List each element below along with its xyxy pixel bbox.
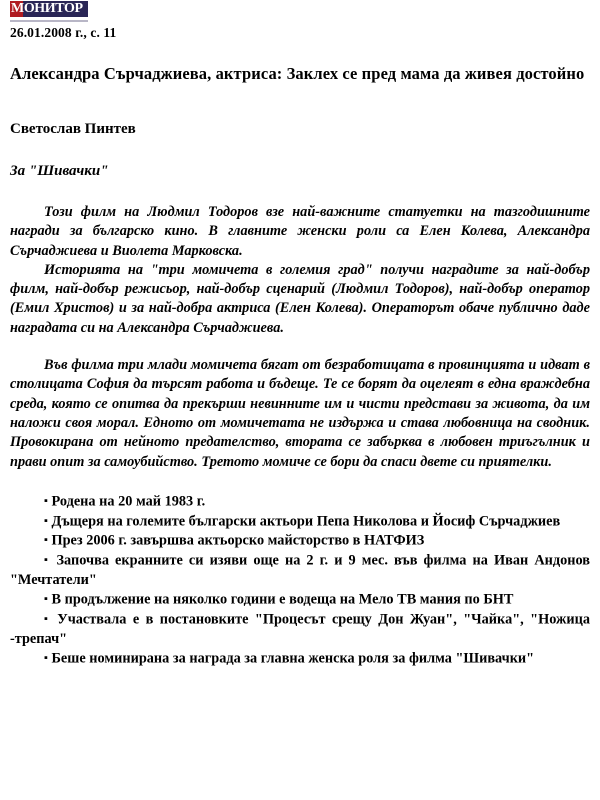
list-item-label: Родена на 20 май 1983 г.: [51, 493, 206, 510]
list-item-label: Участвала е в постановките "Процесът срещу Дон Жуан", "Чайка", "Ножица -трепач": [10, 611, 590, 647]
masthead: [10, 0, 590, 41]
list-item: [10, 551, 590, 590]
list-item-label: Беше номинирана за награда за главна женска роля за филма "Шивачки": [51, 650, 535, 667]
body-paragraph: Този филм на Людмил Тодоров взе най-важните статуетки на тазгодишните награди за българско кино. В главните женски роли са Елен Колева, Александра Сърчаджиева и Виолета Марковска.: [10, 204, 590, 259]
monitor-logo: [10, 1, 88, 17]
list-item-label: Дъщеря на големите български актьори Пепа Николова и Йосиф Сърчаджиев: [51, 513, 561, 530]
square-bullet-icon: ▪: [44, 494, 48, 507]
body-paragraph: Във филма три млади момичета бягат от безработицата в провинцията и идват в столицата София да търсят работа и бъдеще. Те се борят да оцелеят в една враждебна среда, която се опитва да прекърши невинните им и чисти представи за живота, да им наложи своя морал. Едното от момичетата не издържа и става любовница на сводник. Провокирана от нейното предателство, втората се забърква в любовен триъгълник и прави опит за самоубийство. Третото момиче се бори да спаси двете си приятелки.: [10, 357, 590, 470]
byline-author: Светослав Пинтев: [10, 121, 136, 137]
square-bullet-icon: ▪: [44, 554, 51, 567]
fact-list: [10, 492, 590, 669]
list-item: [10, 492, 590, 512]
list-item: [10, 610, 590, 649]
list-item: [10, 512, 590, 532]
list-item: [10, 531, 590, 551]
page-title: Александра Сърчаджиева, актриса: Заклех се пред мама да живея достойно: [10, 64, 585, 83]
square-bullet-icon: ▪: [44, 534, 48, 547]
square-bullet-icon: ▪: [44, 613, 51, 626]
logo-wordmark: МОНИТОР: [11, 1, 83, 16]
list-item: [10, 590, 590, 610]
section-subtitle: За "Шивачки": [10, 163, 109, 179]
square-bullet-icon: ▪: [44, 652, 48, 665]
list-item-label: През 2006 г. завършва актьорско майсторство в НАТФИЗ: [51, 532, 425, 549]
list-item-label: В продължение на няколко години е водеща на Мело ТВ мания по БНТ: [51, 591, 514, 608]
list-item-label: Започва екранните си изяви още на 2 г. и 9 мес. във филма на Иван Андонов "Мечтатели": [10, 552, 591, 589]
dateline: 26.01.2008 г., с. 11: [10, 25, 117, 40]
square-bullet-icon: ▪: [44, 514, 48, 527]
list-item: [10, 649, 590, 669]
square-bullet-icon: ▪: [44, 593, 48, 606]
body-paragraph: Историята на "три момичета в големия град" получи наградите за най-добър филм, най-добър режисьор, най-добър сценарий (Людмил Тодоров), най-добър оператор (Емил Христов) и за най-добра актриса (Елен Колева). Операторът обаче публично даде наградата си на Александра Сърчаджиева.: [10, 261, 590, 336]
logo-underline-rule: [10, 20, 88, 22]
